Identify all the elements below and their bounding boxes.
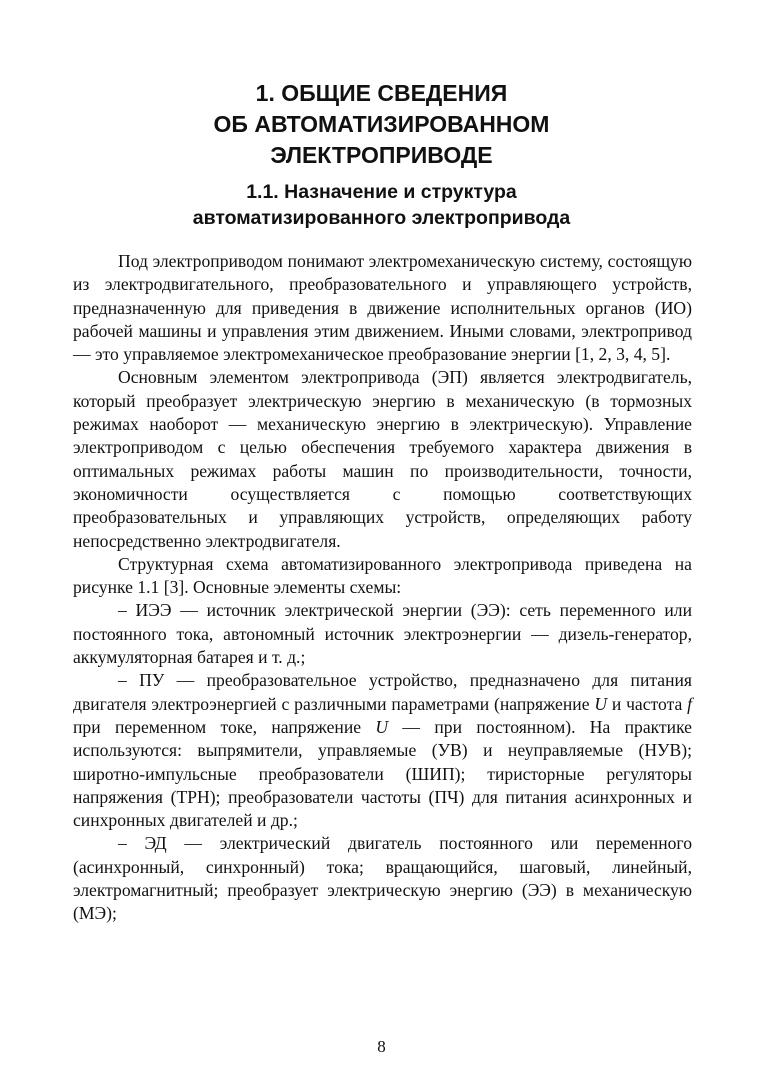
paragraph-main-element: Основным элементом электропривода (ЭП) является электродвигатель, который преобразует электрическую энергию в механическую (в тормозных режимах наоборот — механическую энергию в электрическую). Управление электроприводом с целью обеспечения требуемого характера движения в оптимальных режимах работы машин по производительности, точности, экономичности осуществляется с помощью соответствующих преобразовательных и управляющих устройств, определяющих работу непосредственно электродвигателя. (73, 367, 692, 551)
pu-text-3: при переменном токе, напряжение (73, 716, 376, 737)
paragraph-definition: Под электроприводом понимают электромеханическую систему, состоящую из электродвигательного, преобразовательного и управляющего устройств, предназначенную для приведения в движение исполнительных органов (ИО) рабочей машины и управления этим движением. Иными словами, электропривод — это управляемое электромеханическое преобразование энергии [1, 2, 3, 4, 5]. (73, 251, 692, 365)
section-title (60, 179, 703, 231)
symbol-voltage-dc: U (375, 716, 389, 737)
chapter-title-line-2: ОБ АВТОМАТИЗИРОВАННОМ (213, 111, 550, 137)
pu-text-4: — при постоянном). На практике используются: выпрямители, управляемые (УВ) и неуправляемые (НУВ); широтно-импульсные преобразователи (ШИП); тиристорные регуляторы напряжения (ТРН); преобразователи частоты (ПЧ) для питания асинхронных и синхронных двигателей и др.; (73, 716, 692, 831)
pu-text-1: – ПУ — преобразовательное устройство, предназначено для питания двигателя электроэнергией с различными параметрами (напряжение (73, 670, 692, 714)
body-text (73, 250, 692, 926)
chapter-title-line-1: 1. ОБЩИЕ СВЕДЕНИЯ (255, 80, 508, 106)
symbol-frequency: f (687, 693, 692, 714)
chapter-title-line-3: ЭЛЕКТРОПРИВОДЕ (270, 142, 493, 168)
section-title-line-2: автоматизированного электропривода (192, 207, 571, 229)
chapter-title (60, 78, 703, 171)
list-item-ed: – ЭД — электрический двигатель постоянного или переменного (асинхронный, синхронный) тока; вращающийся, шаговый, линейный, электромагнитный; преобразует электрическую энергию (ЭЭ) в механическую (МЭ); (73, 833, 692, 924)
section-title-line-1: 1.1. Назначение и структура (246, 181, 517, 203)
list-item-iee: – ИЭЭ — источник электрической энергии (ЭЭ): сеть переменного или постоянного тока, автономный источник электроэнергии — дизель-генератор, аккумуляторная батарея и т. д.; (73, 600, 692, 668)
paragraph-structure-scheme: Структурная схема автоматизированного электропривода приведена на рисунке 1.1 [3]. Основные элементы схемы: (73, 553, 692, 598)
page-number: 8 (377, 1037, 386, 1056)
list-item-pu (73, 669, 692, 832)
symbol-voltage: U (594, 693, 608, 714)
pu-text-2: и частота (607, 693, 688, 714)
